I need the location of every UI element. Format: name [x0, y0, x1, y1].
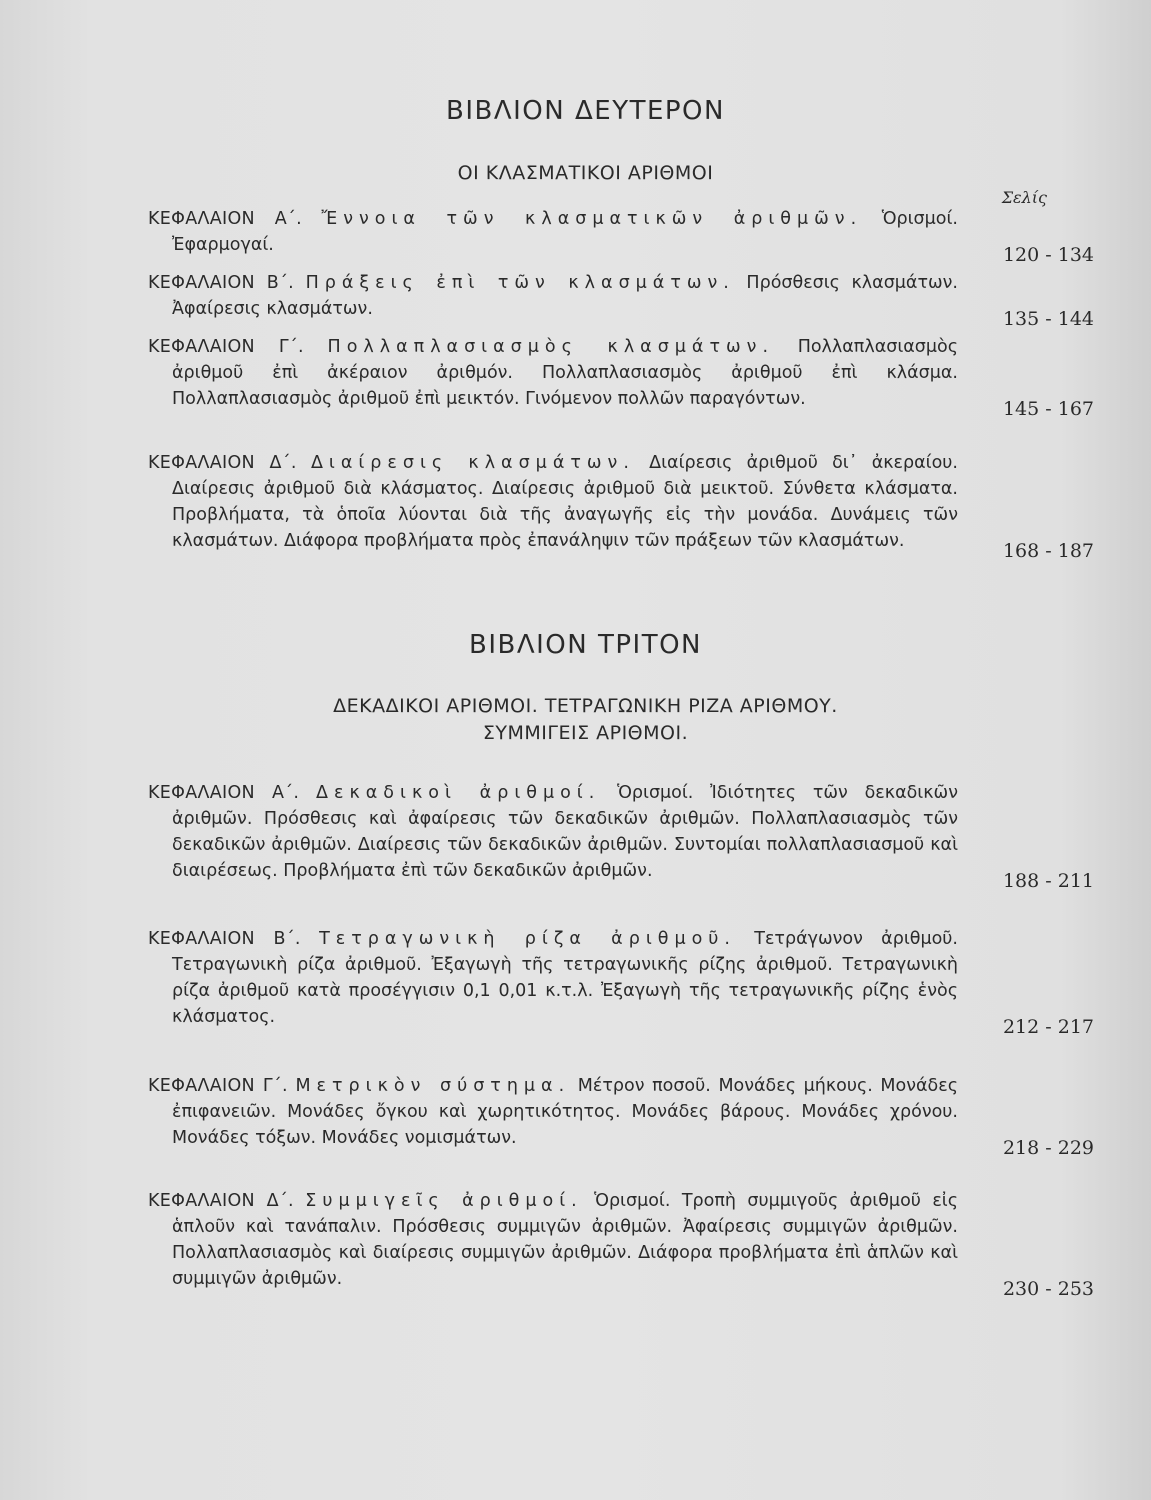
subtitle-line: ΔΕΚΑΔΙΚΟΙ ΑΡΙΘΜΟΙ. ΤΕΤΡΑΓΩΝΙΚΗ ΡΙΖΑ ΑΡΙΘΜΟΥ. — [333, 695, 838, 717]
chapter-title: Πολλαπλασιασμὸς κλασμάτων. — [327, 337, 775, 357]
chapter-contents: Πρόσθεσις κλασμάτων. Ἀφαίρεσις κλασμάτων. — [172, 273, 958, 319]
pages-column-heading: Σελίς — [1001, 188, 1047, 207]
chapter-contents: Διαίρεσις ἀριθμοῦ δι᾽ ἀκεραίου. Διαίρεσις ἀριθμοῦ διὰ κλάσματος. Διαίρεσις ἀριθμοῦ διὰ μεικτοῦ. Σύνθετα κλάσματα. Προβλήματα, τὰ ὁποῖα λύονται διὰ τῆς ἀναγωγῆς εἰς τὴν μονάδα. Δυνάμεις τῶν κλασμάτων. Διάφορα προβλήματα πρὸς ἐπανάληψιν τῶν πράξεων τῶν κλασμάτων. — [172, 453, 958, 551]
chapter-label: ΚΕΦΑΛΑΙΟΝ Δ΄. — [148, 1191, 294, 1211]
page-range: 145 - 167 — [1002, 398, 1094, 420]
chapter-title: Διαίρεσις κλασμάτων. — [310, 453, 635, 473]
chapter-title: Συμμιγεῖς ἀριθμοί. — [305, 1191, 583, 1211]
chapter-label: ΚΕΦΑΛΑΙΟΝ Δ΄. — [148, 453, 297, 473]
chapter-title: Ἔννοια τῶν κλασματικῶν ἀριθμῶν. — [321, 209, 863, 229]
chapter-contents: Ὁρισμοί. Ἐφαρμογαί. — [172, 209, 958, 255]
toc-entry-text — [148, 1073, 958, 1151]
page-range: 212 - 217 — [1002, 1016, 1094, 1038]
book-two-subtitle: ΟΙ ΚΛΑΣΜΑΤΙΚΟΙ ΑΡΙΘΜΟΙ — [457, 162, 714, 184]
book-three-subtitle — [10, 693, 1151, 747]
chapter-label: ΚΕΦΑΛΑΙΟΝ Α΄. — [148, 783, 300, 803]
chapter-contents: Τετράγωνον ἀριθμοῦ. Τετραγωνικὴ ρίζα ἀριθμοῦ. Ἐξαγωγὴ τῆς τετραγωνικῆς ρίζης ἀριθμοῦ. Τετραγωνικὴ ρίζα ἀριθμοῦ κατὰ προσέγγισιν 0,1 0,01 κ.τ.λ. Ἐξαγωγὴ τῆς τετραγωνικῆς ρίζης ἑνὸς κλάσματος. — [172, 929, 958, 1027]
toc-entry — [148, 926, 1148, 1038]
toc-entry-text — [148, 450, 958, 554]
page-range: 168 - 187 — [1002, 540, 1094, 562]
chapter-label: ΚΕΦΑΛΑΙΟΝ Γ΄. — [148, 337, 304, 357]
toc-entry-text — [148, 780, 958, 884]
chapter-title: Πράξεις ἐπὶ τῶν κλασμάτων. — [305, 273, 735, 293]
toc-entry — [148, 1073, 1148, 1159]
toc-entry-text — [148, 206, 958, 258]
page-range: 120 - 134 — [1002, 244, 1094, 266]
toc-entry-text — [148, 334, 958, 412]
toc-entry — [148, 780, 1148, 892]
subtitle-line: ΣΥΜΜΙΓΕΙΣ ΑΡΙΘΜΟΙ. — [482, 722, 689, 744]
chapter-label: ΚΕΦΑΛΑΙΟΝ Α΄. — [148, 209, 302, 229]
toc-entry — [148, 1188, 1148, 1300]
page-range: 230 - 253 — [1002, 1278, 1094, 1300]
chapter-title: Δεκαδικοὶ ἀριθμοί. — [316, 783, 601, 803]
toc-entry — [148, 334, 1148, 420]
toc-entry-text — [148, 270, 958, 322]
toc-entry-text — [148, 926, 958, 1030]
page-range: 135 - 144 — [1002, 308, 1094, 330]
toc-entry — [148, 270, 1148, 330]
chapter-title: Μετρικὸν σύστημα. — [295, 1076, 571, 1096]
chapter-title: Τετραγωνικὴ ρίζα ἀριθμοῦ. — [319, 929, 736, 949]
chapter-contents: Ὁρισμοί. Τροπὴ συμμιγοῦς ἀριθμοῦ εἰς ἁπλοῦν καὶ τανάπαλιν. Πρόσθεσις συμμιγῶν ἀριθμῶν. Ἀφαίρεσις συμμιγῶν ἀριθμῶν. Πολλαπλασιασμὸς καὶ διαίρεσις συμμιγῶν ἀριθμῶν. Διάφορα προβλήματα ἐπὶ ἁπλῶν καὶ συμμιγῶν ἀριθμῶν. — [172, 1191, 958, 1289]
chapter-label: ΚΕΦΑΛΑΙΟΝ Β΄. — [148, 929, 301, 949]
chapter-label: ΚΕΦΑΛΑΙΟΝ Γ΄. — [148, 1076, 288, 1096]
page-range: 188 - 211 — [1002, 870, 1094, 892]
chapter-contents: Μέτρον ποσοῦ. Μονάδες μήκους. Μονάδες ἐπιφανειῶν. Μονάδες ὄγκου καὶ χωρητικότητος. Μονάδες βάρους. Μονάδες χρόνου. Μονάδες τόξων. Μονάδες νομισμάτων. — [172, 1076, 958, 1148]
page-range: 218 - 229 — [1002, 1137, 1094, 1159]
toc-entry — [148, 206, 1148, 266]
toc-entry-text — [148, 1188, 958, 1292]
book-two-title: ΒΙΒΛΙΟΝ ΔΕΥΤΕΡΟΝ — [446, 96, 725, 126]
toc-entry — [148, 450, 1148, 562]
book-three-title: ΒΙΒΛΙΟΝ ΤΡΙΤΟΝ — [469, 630, 702, 660]
chapter-contents: Πολλαπλασιασμὸς ἀριθμοῦ ἐπὶ ἀκέραιον ἀριθμόν. Πολλαπλασιασμὸς ἀριθμοῦ ἐπὶ κλάσμα. Πολλαπλασιασμὸς ἀριθμοῦ ἐπὶ μεικτόν. Γινόμενον πολλῶν παραγόντων. — [172, 337, 958, 409]
chapter-contents: Ὁρισμοί. Ἰδιότητες τῶν δεκαδικῶν ἀριθμῶν. Πρόσθεσις καὶ ἀφαίρεσις τῶν δεκαδικῶν ἀριθμῶν. Πολλαπλασιασμὸς τῶν δεκαδικῶν ἀριθμῶν. Διαίρεσις τῶν δεκαδικῶν ἀριθμῶν. Συντομίαι πολλαπλασιασμοῦ καὶ διαιρέσεως. Προβλήματα ἐπὶ τῶν δεκαδικῶν ἀριθμῶν. — [172, 783, 958, 881]
chapter-label: ΚΕΦΑΛΑΙΟΝ Β΄. — [148, 273, 295, 293]
